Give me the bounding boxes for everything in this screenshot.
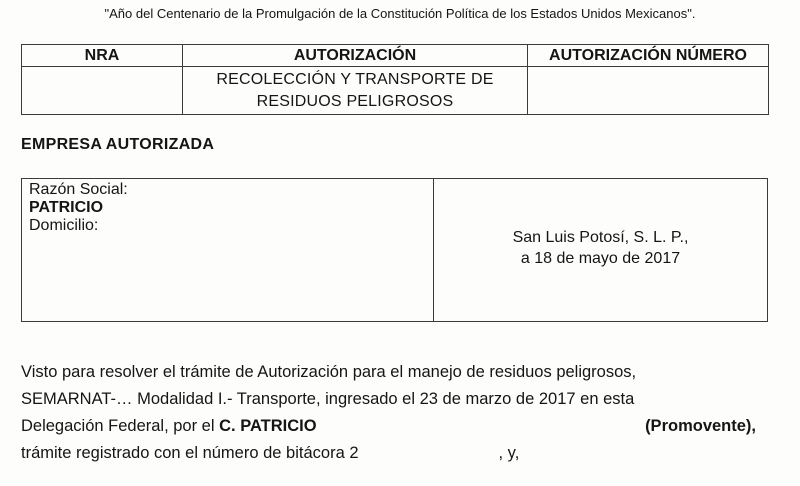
- place-and-date: [434, 227, 767, 269]
- autorizacion-line-1: RECOLECCIÓN Y TRANSPORTE DE: [216, 70, 494, 88]
- company-box: [21, 178, 768, 322]
- cell-autorizacion: [183, 67, 528, 115]
- table-row: [22, 67, 769, 115]
- table-header-row: [22, 45, 769, 67]
- promovente-label: (Promovente),: [645, 417, 756, 435]
- body-end-text: , y,: [498, 444, 520, 462]
- razon-social-label: Razón Social:: [29, 181, 128, 198]
- section-title: EMPRESA AUTORIZADA: [21, 136, 215, 153]
- razon-social-value: PATRICIO: [29, 199, 104, 216]
- promovente-name: C. PATRICIO: [219, 417, 317, 435]
- column-header-nra: NRA: [22, 45, 183, 67]
- place: San Luis Potosí, S. L. P.,: [512, 229, 689, 246]
- cell-numero: [528, 67, 769, 115]
- column-header-numero: AUTORIZACIÓN NÚMERO: [528, 45, 769, 67]
- body-text-2: SEMARNAT-… Modalidad I.- Transporte, ingresado el 23 de marzo de 2017 en esta: [21, 390, 635, 408]
- body-line-3: [21, 413, 756, 440]
- body-line-4: [21, 440, 756, 467]
- autorizacion-line-2: RESIDUOS PELIGROSOS: [256, 92, 454, 110]
- body-line-2: [21, 386, 756, 413]
- company-details: [29, 181, 128, 235]
- domicilio-label: Domicilio:: [29, 217, 99, 234]
- body-paragraph: [21, 359, 756, 467]
- body-text-3: [21, 413, 317, 440]
- date: a 18 de mayo de 2017: [520, 250, 681, 267]
- body-line-1: [21, 359, 756, 386]
- authorization-table: [21, 44, 769, 115]
- column-header-autorizacion: AUTORIZACIÓN: [183, 45, 528, 67]
- body-text-3a: Delegación Federal, por el: [21, 417, 215, 435]
- header-slogan: "Año del Centenario de la Promulgación de la Constitución Política de los Estados Unidos Mexicanos".: [104, 6, 696, 21]
- body-text-1: Visto para resolver el trámite de Autorización para el manejo de residuos peligrosos,: [21, 363, 637, 381]
- cell-nra: [22, 67, 183, 115]
- bitacora-text: trámite registrado con el número de bitácora 2: [21, 444, 359, 462]
